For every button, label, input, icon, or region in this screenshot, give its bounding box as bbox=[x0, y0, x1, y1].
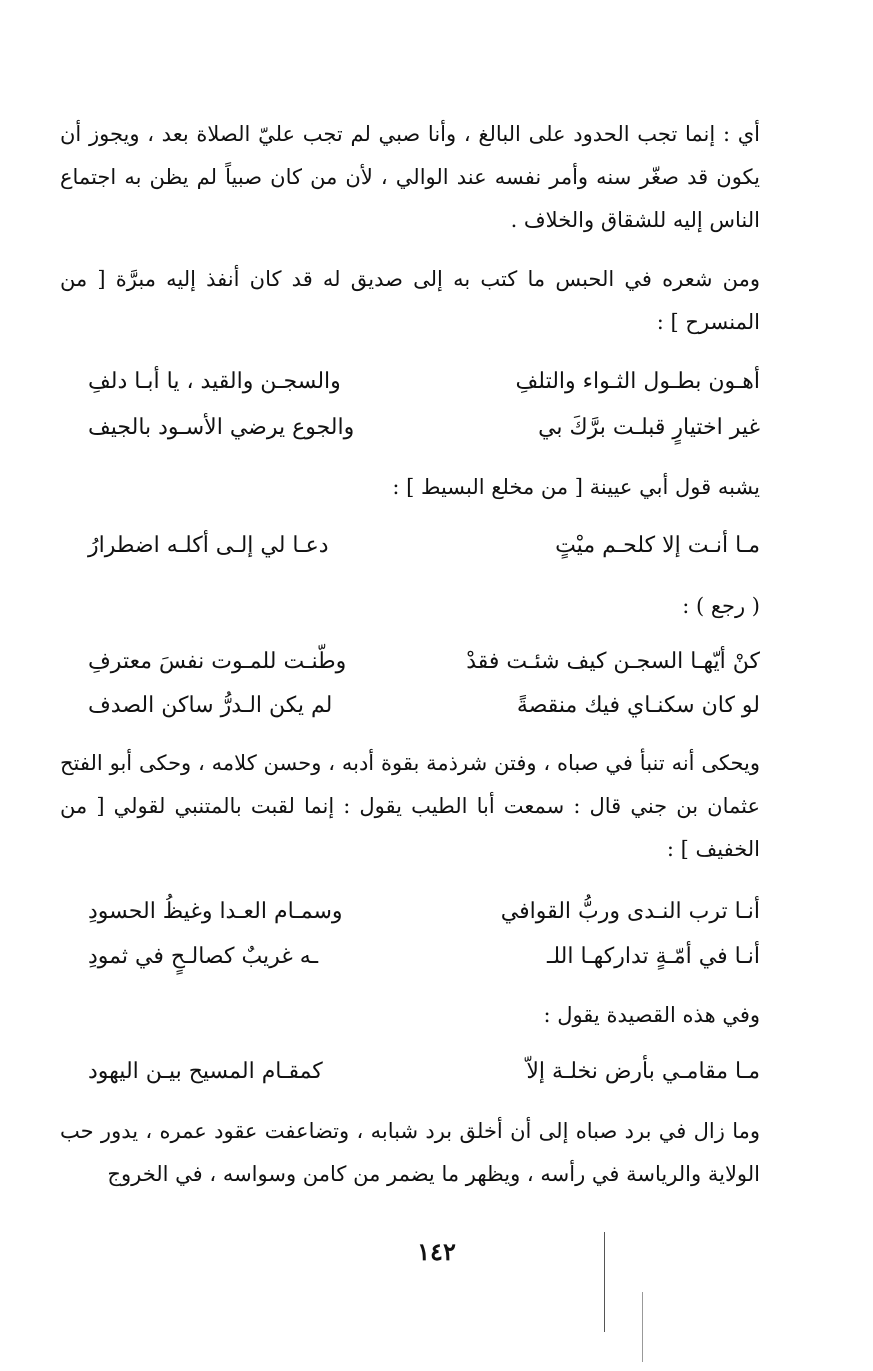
scan-artifact-line bbox=[604, 1232, 605, 1332]
verse-first-hemistich: غير اختيارٍ قبلـت برَّكَ بي bbox=[538, 415, 760, 440]
verse-second-hemistich: وسمـام العـدا وغيظُ الحسودِ bbox=[88, 899, 343, 924]
paragraph-prison-poem-intro: ومن شعره في الحبس ما كتب به إلى صديق له قد كان أنفذ إليه مبرَّة [ من المنسرح ] : bbox=[60, 267, 760, 334]
verse-second-hemistich: كمقـام المسيح بيـن اليهود bbox=[88, 1059, 323, 1084]
scan-artifact-line bbox=[642, 1292, 643, 1362]
verse-line bbox=[88, 890, 760, 934]
verse-first-hemistich: كنْ أيّهـا السجـن كيف شئـت فقدْ bbox=[466, 649, 760, 674]
verse-second-hemistich: والجوع يرضي الأسـود بالجيف bbox=[88, 415, 355, 440]
paragraph-ambition: وما زال في برد صباه إلى أن أخلق برد شبابه ، وتضاعفت عقود عمره ، يدور حب الولاية والرياسة في رأسه ، ويظهر ما يضمر من كامن وسواسه ، في الخروج bbox=[60, 1119, 760, 1186]
paragraph-return: ( رجع ) : bbox=[682, 594, 760, 618]
verse-first-hemistich: أنـا في أمّـةٍ تداركهـا اللـ bbox=[546, 944, 760, 969]
verse-second-hemistich: دعـا لي إلـى أكلـه اضطرارُ bbox=[88, 533, 329, 558]
paragraph-qasida-intro: وفي هذه القصيدة يقول : bbox=[543, 1003, 760, 1027]
verse-line bbox=[88, 524, 760, 568]
verse-line bbox=[88, 640, 760, 684]
verse-first-hemistich: أنـا ترب النـدى وربُّ القوافي bbox=[500, 899, 760, 924]
verse-second-hemistich: ـه غريبٌ كصالـحٍ في ثمودِ bbox=[88, 944, 319, 969]
verse-line bbox=[88, 360, 760, 404]
verse-second-hemistich: والسجـن والقيد ، يا أبـا دلفِ bbox=[88, 369, 341, 394]
verse-second-hemistich: لم يكن الـدرُّ ساكن الصدف bbox=[88, 693, 333, 718]
paragraph-hudud: أي : إنما تجب الحدود على البالغ ، وأنا صبي لم تجب عليّ الصلاة بعد ، ويجوز أن يكون قد صغّر سنه وأمر نفسه عند الوالي ، لأن من كان صبياً لم يظن به اجتماع الناس إليه للشقاق والخلاف . bbox=[60, 122, 760, 232]
paragraph-abu-uyayna: يشبه قول أبي عيينة [ من مخلع البسيط ] : bbox=[392, 475, 760, 499]
verse-line bbox=[88, 1050, 760, 1094]
verse-first-hemistich: مـا مقامـي بأرض نخلـة إلاّ bbox=[526, 1059, 760, 1084]
verse-second-hemistich: وطّنـت للمـوت نفسَ معترفِ bbox=[88, 649, 347, 674]
verse-line bbox=[88, 684, 760, 728]
paragraph-prophecy-story: ويحكى أنه تنبأ في صباه ، وفتن شرذمة بقوة أدبه ، وحسن كلامه ، وحكى أبو الفتح عثمان بن جني قال : سمعت أبا الطيب يقول : إنما لقبت بالمتنبي لقولي [ من الخفيف ] : bbox=[60, 751, 760, 861]
verse-first-hemistich: أهـون بطـول الثـواء والتلفِ bbox=[515, 369, 760, 394]
verse-first-hemistich: لو كان سكنـاي فيك منقصةً bbox=[516, 693, 760, 718]
verse-first-hemistich: مـا أنـت إلا كلحـم ميْتٍ bbox=[555, 533, 760, 558]
page-number: ١٤٢ bbox=[417, 1237, 456, 1266]
verse-line bbox=[88, 935, 760, 979]
verse-line bbox=[88, 406, 760, 450]
